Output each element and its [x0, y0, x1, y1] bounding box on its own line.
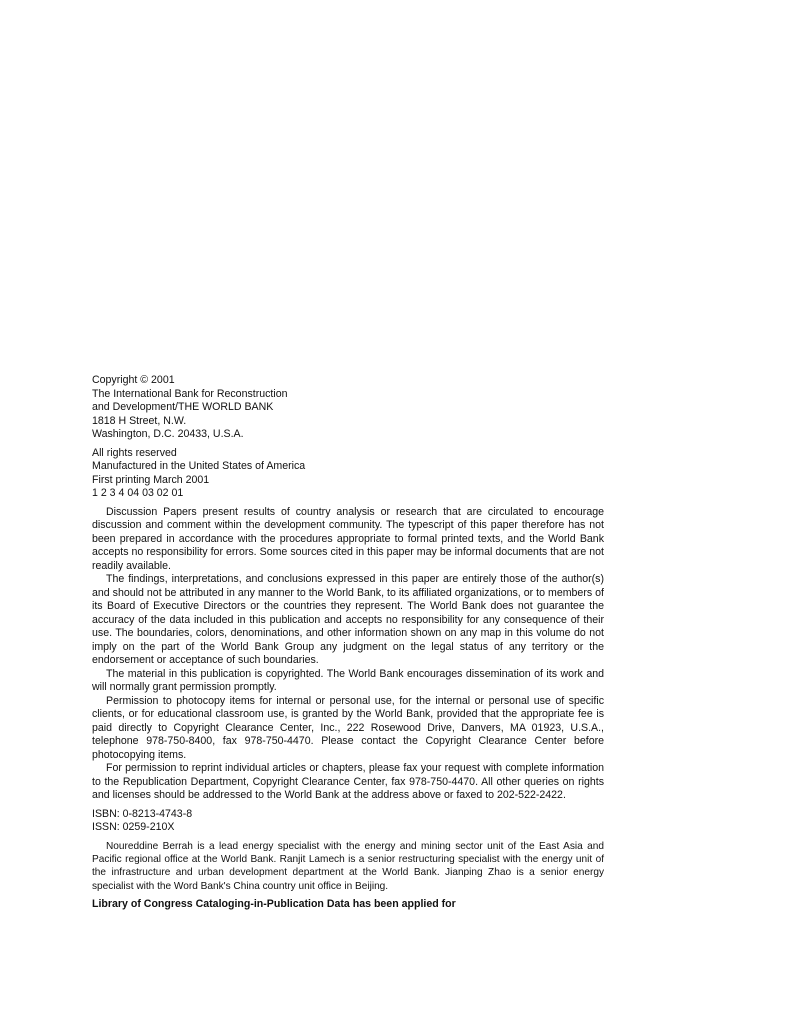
library-of-congress-note: Library of Congress Cataloging-in-Publication Data has been applied for: [92, 898, 456, 911]
rights-reserved: All rights reserved: [92, 446, 177, 459]
disclaimer-paragraphs: [92, 506, 604, 803]
city-address: Washington, D.C. 20433, U.S.A.: [92, 428, 244, 440]
author-bios: Noureddine Berrah is a lead energy specialist with the energy and mining sector unit of the East Asia and Pacific regional office at the World Bank. Ranjit Lamech is a senior restructuring specialist with the energy unit of the infrastructure and urban development department at the World Bank. Jianping Zhao is a senior energy specialist with the Word Bank's China country unit office in Beijing.: [92, 840, 604, 892]
publisher-name-line-1: The International Bank for Reconstruction: [92, 387, 288, 400]
copyright-page: [92, 374, 604, 912]
identifiers-block: [92, 808, 604, 835]
issn: ISSN: 0259-210X: [92, 821, 175, 833]
isbn: ISBN: 0-8213-4743-8: [92, 807, 193, 820]
findings-paragraph: The findings, interpretations, and conclusions expressed in this paper are entirely those of the author(s) and should not be attributed in any manner to the World Bank, to its affiliated organizations, or to members of its Board of Executive Directors or the countries they represent. The World Bank does not guarantee the accuracy of the data included in this publication and accepts no responsibility for any consequence of their use. The boundaries, colors, denominations, and other information shown on any map in this volume do not imply on the part of the World Bank Group any judgment on the legal status of any territory or the endorsement or acceptance of such boundaries.: [92, 573, 604, 666]
copyright-material-paragraph: The material in this publication is copyrighted. The World Bank encourages dissemination of its work and will normally grant permission promptly.: [92, 667, 604, 693]
street-address: 1818 H Street, N.W.: [92, 414, 187, 427]
copyright-line: Copyright © 2001: [92, 374, 175, 386]
discussion-papers-paragraph: Discussion Papers present results of country analysis or research that are circulated to encourage discussion and comment within the development community. The typescript of this paper therefore has not been prepared in accordance with the procedures appropriate to formal printed texts, and the World Bank accepts no responsibility for errors. Some sources cited in this paper may be informal documents that are not readily available.: [92, 505, 604, 572]
author-bios-block: [92, 840, 604, 894]
publisher-name-line-2: and Development/THE WORLD BANK: [92, 401, 274, 413]
copyright-block: [92, 374, 604, 442]
reprint-permission-paragraph: For permission to reprint individual articles or chapters, please fax your request with complete information to the Republication Department, Copyright Clearance Center, fax 978-750-4470. All other queries on rights and licenses should be addressed to the World Bank at the address above or faxed to 202-522-2422.: [92, 762, 604, 801]
manufactured-in: Manufactured in the United States of America: [92, 460, 306, 472]
printing-sequence: 1 2 3 4 04 03 02 01: [92, 487, 184, 499]
rights-block: [92, 447, 604, 501]
first-printing: First printing March 2001: [92, 473, 210, 486]
photocopy-permission-paragraph: Permission to photocopy items for internal or personal use, for the internal or personal use of specific clients, or for educational classroom use, is granted by the World Bank, provided that the appropriate fee is paid directly to Copyright Clearance Center, Inc., 222 Rosewood Drive, Danvers, MA 01923, U.S.A., telephone 978-750-8400, fax 978-750-4470. Please contact the Copyright Clearance Center before photocopying items.: [92, 694, 604, 761]
